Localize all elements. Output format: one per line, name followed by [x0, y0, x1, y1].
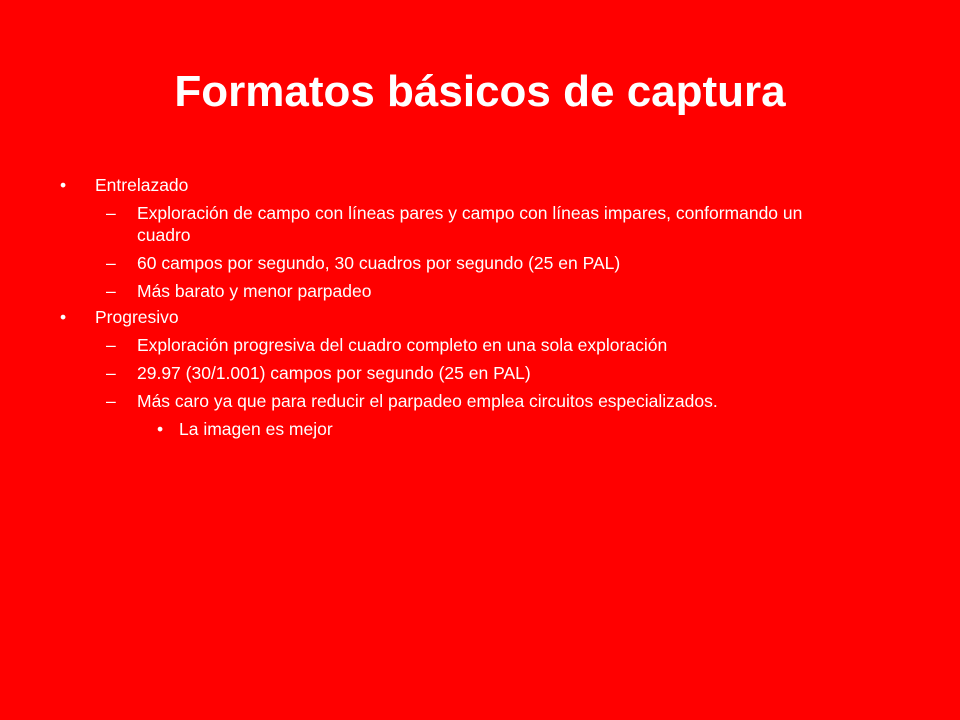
sub-bullet-text: 29.97 (30/1.001) campos por segundo (25 en PAL) [137, 363, 531, 383]
bullet-icon: • [60, 175, 67, 195]
sub-bullet-item [0, 334, 817, 356]
dash-icon: – [106, 391, 116, 411]
dash-icon: – [106, 203, 116, 223]
bullet-text: Entrelazado [95, 175, 189, 195]
dash-icon: – [106, 281, 116, 301]
sub-bullet-text: 60 campos por segundo, 30 cuadros por segundo (25 en PAL) [137, 253, 621, 273]
sub-bullet-text: Exploración progresiva del cuadro completo en una sola exploración [137, 335, 668, 355]
sub-bullet-text: Más caro ya que para reducir el parpadeo emplea circuitos especializados. [137, 391, 718, 411]
sub-bullet-item [0, 252, 817, 274]
sub-bullet-text: Más barato y menor parpadeo [137, 281, 372, 301]
sub-bullet-item [0, 390, 897, 412]
sub-bullet-text: Exploración de campo con líneas pares y campo con líneas impares, conformando un cuadro [137, 203, 803, 245]
dash-icon: – [106, 363, 116, 383]
sub-bullet-item [0, 280, 817, 302]
slide-title: Formatos básicos de captura [174, 67, 786, 116]
bullet-item-entrelazado [0, 174, 960, 196]
bullet-text: Progresivo [95, 307, 179, 327]
bullet-icon: • [157, 419, 164, 439]
sub-sub-bullet-item [0, 418, 960, 440]
dash-icon: – [106, 253, 116, 273]
bullet-item-progresivo [0, 306, 960, 328]
sub-bullet-item [0, 362, 817, 384]
bullet-icon: • [60, 307, 67, 327]
dash-icon: – [106, 335, 116, 355]
sub-sub-bullet-text: La imagen es mejor [179, 419, 333, 439]
sub-bullet-item [0, 202, 817, 246]
bullet-list [0, 170, 960, 440]
